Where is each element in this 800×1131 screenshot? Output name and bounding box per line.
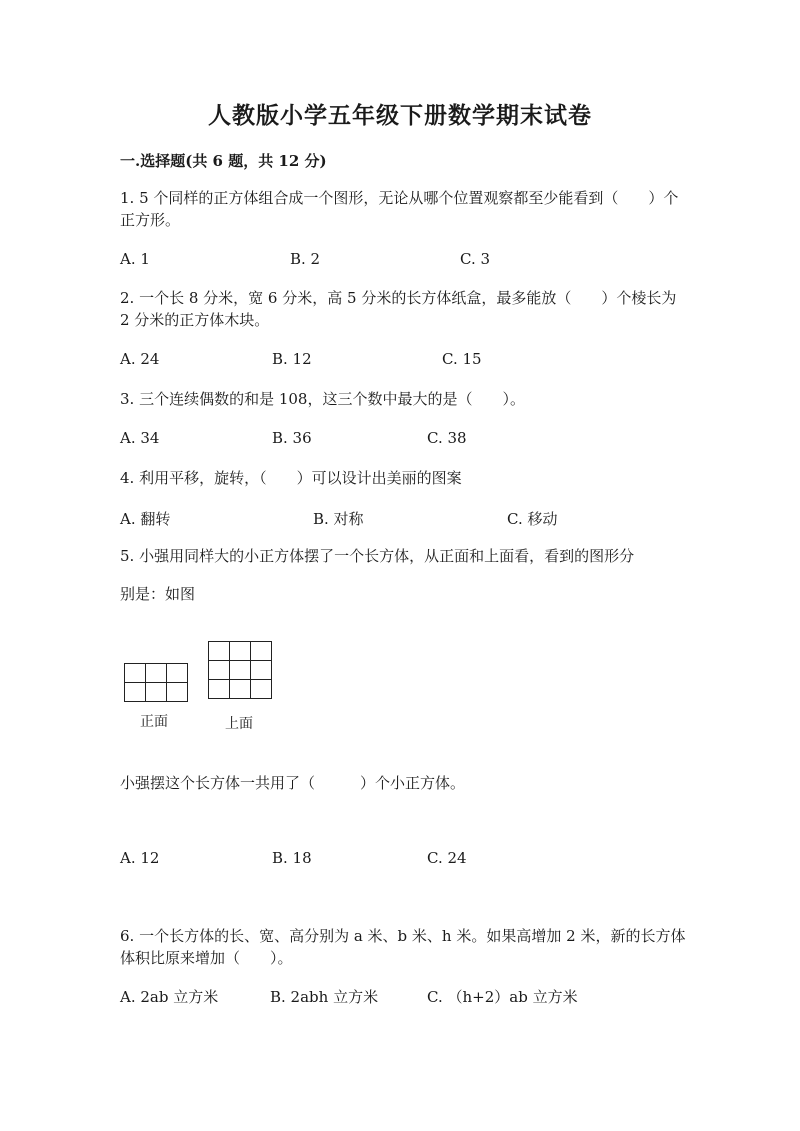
question-6-option-b: B. 2abh 立方米 [270,988,379,1006]
page-title: 人教版小学五年级下册数学期末试卷 [208,102,592,129]
question-1-option-c: C. 3 [460,250,491,268]
question-5-option-c: C. 24 [427,849,467,867]
question-4-option-b: B. 对称 [313,510,364,528]
question-1-option-b: B. 2 [290,250,321,268]
front-view-grid [124,663,188,702]
question-3-option-c: C. 38 [427,429,467,447]
question-5-option-b: B. 18 [272,849,312,867]
top-view-grid [208,641,272,699]
question-2-option-a: A. 24 [120,350,160,368]
question-2-option-b: B. 12 [272,350,312,368]
question-5-text: 5. 小强用同样大的小正方体摆了一个长方体，从正面和上面看，看到的图形分 [120,547,635,565]
question-5-option-a: A. 12 [120,849,160,867]
question-6-option-a: A. 2ab 立方米 [120,988,219,1006]
question-2-option-c: C. 15 [442,350,482,368]
question-5-followup: 小强摆这个长方体一共用了（ ）个小正方体。 [120,774,466,792]
question-2-text: 2. 一个长 8 分米，宽 6 分米，高 5 分米的长方体纸盒，最多能放（ ）个棱长为 2 分米的正方体木块。 [120,289,677,329]
question-4-text: 4. 利用平移，旋转，（ ）可以设计出美丽的图案 [120,469,462,487]
question-4-option-a: A. 翻转 [120,510,171,528]
question-1-option-a: A. 1 [120,250,150,268]
question-3-option-b: B. 36 [272,429,312,447]
question-5-text-continued: 别是：如图 [120,585,196,603]
question-1-text: 1. 5 个同样的正方体组合成一个图形，无论从哪个位置观察都至少能看到（ ）个正方形。 [120,189,679,229]
section-heading: 一.选择题(共 6 题，共 12 分) [120,152,327,170]
question-6-option-c: C. （h+2）ab 立方米 [427,988,578,1006]
question-3-text: 3. 三个连续偶数的和是 108，这三个数中最大的是（ ）。 [120,390,525,408]
top-view-label: 上面 [225,716,253,732]
front-view-label: 正面 [140,714,168,730]
question-4-option-c: C. 移动 [507,510,558,528]
question-3-option-a: A. 34 [120,429,160,447]
question-6-text: 6. 一个长方体的长、宽、高分别为 a 米、b 米、h 米。如果高增加 2 米，新的长方体体积比原来增加（ ）。 [120,927,686,967]
